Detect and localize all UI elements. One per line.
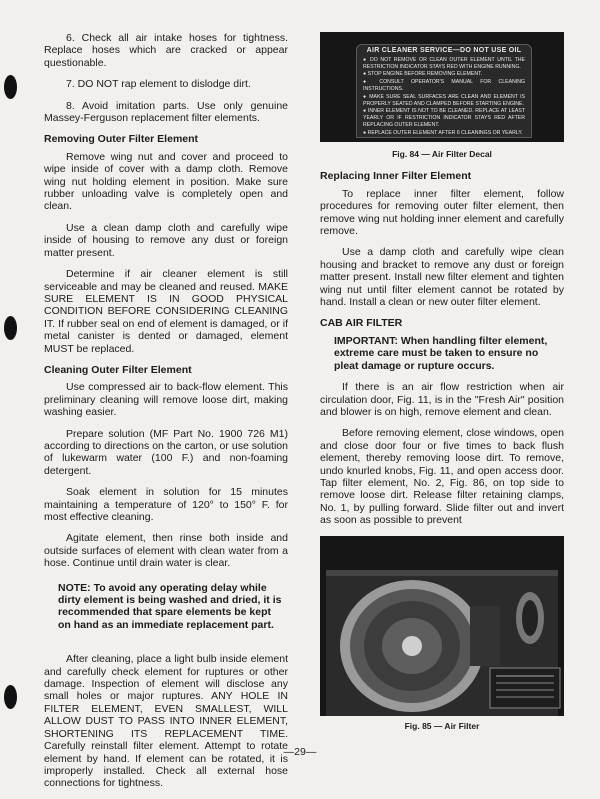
paragraph: Prepare solution (MF Part No. 1900 726 M1) according to directions on the carton, or use solution of lukewarm water (100 F.) and non-foaming detergent.: [44, 427, 288, 477]
figure-caption: Fig. 85 — Air Filter: [404, 720, 480, 731]
right-column: [320, 32, 564, 742]
paragraph: If there is an air flow restriction when air circulation door, Fig. 11, is in the "Fresh Air" position and blower is on high, remove element and clean.: [320, 381, 564, 418]
note-block: NOTE: To avoid any operating delay while dirty element is being washed and dried, it is recommended that spare elements be kept on hand as an immediate replacement part.: [58, 581, 282, 631]
paragraph: 6. Check all air intake hoses for tightness. Replace hoses which are cracked or appear questionable.: [44, 32, 288, 69]
page-number: —29—: [283, 746, 317, 758]
decal-item: ● CONSULT OPERATOR'S MANUAL FOR CLEANING INSTRUCTIONS.: [363, 79, 525, 92]
decal-item: ● STOP ENGINE BEFORE REMOVING ELEMENT.: [363, 71, 483, 78]
paragraph: To replace inner filter element, follow procedures for removing outer filter element, then remove wing nut holding inner element and carefully remove.: [320, 187, 564, 238]
decal-plate: [356, 44, 532, 138]
paragraph: After cleaning, place a light bulb inside element and carefully check element for ruptures or other damage. Inspection of element will disclose any small holes or major ruptures. ANY HOLE IN FILTER ELEMENT, EVEN SMALLEST, WILL ALLOW DUST TO PASS INTO INNER ELEMENT, SHORTENING ITS REPLACEMENT TIME. Carefully reinstall filter element. Attempt to rotate element by hand. If element can be rotated, it is improperly installed. Check all external hose connections for tightness.: [44, 653, 288, 790]
paragraph: Remove wing nut and cover and proceed to wipe inside of cover with a damp cloth. Remove wing nut holding element in position. Make sure rubber unloading valve is completely open and clean.: [44, 150, 288, 213]
paragraph: Before removing element, close windows, open and close door four or five times to back flush element, thereby removing loose dirt. To remove, undo knurled knobs, Fig. 11, and open access door. Tap filter element, No. 2, Fig. 86, on top side to remove loose dirt. Release filter retaining clamps, No. 1, by pulling forward. Slide filter out and invert as soon as possible to prevent: [320, 427, 564, 527]
section-heading: Replacing Inner Filter Element: [320, 170, 472, 183]
figure-caption: Fig. 84 — Air Filter Decal: [392, 149, 492, 159]
section-heading: Cleaning Outer Filter Element: [44, 363, 192, 376]
binder-hole: [4, 75, 17, 99]
air-filter-decal-figure: [320, 32, 564, 142]
binder-hole: [4, 316, 17, 340]
air-filter-photo: [320, 536, 564, 716]
paragraph: Agitate element, then rinse both inside and outside surfaces of element with clean water from a hose. Continue until drain water is clear.: [44, 532, 288, 570]
left-column: [44, 32, 288, 799]
paragraph: Use a damp cloth and carefully wipe clean housing and bracket to remove any dust or foreign matter present. Install new filter element and tighten wing nut until filter element cannot be rotated by hand. Install a clean or new outer filter element.: [320, 246, 564, 309]
air-filter-photo-illustration: [320, 536, 564, 716]
paragraph: Use a clean damp cloth and carefully wipe inside of housing to remove any dust or foreign matter present.: [44, 221, 288, 259]
decal-title: AIR CLEANER SERVICE—DO NOT USE OIL: [366, 47, 522, 54]
decal-item: ● MAKE SURE SEAL SURFACES ARE CLEAN AND ELEMENT IS PROPERLY SEATED AND CLAMPED BEFORE STARTING ENGINE.: [363, 93, 526, 107]
section-heading: CAB AIR FILTER: [320, 317, 403, 330]
decal-item: ● DO NOT REMOVE OR CLEAN OUTER ELEMENT UNTIL THE RESTRICTION INDICATOR STAYS RED WITH ENGINE RUNNING.: [363, 56, 525, 70]
binder-hole: [4, 685, 17, 709]
paragraph: 8. Avoid imitation parts. Use only genuine Massey-Ferguson replacement filter elements.: [44, 99, 288, 125]
paragraph: Use compressed air to back-flow element. This preliminary cleaning will remove loose dirt, making washing easier.: [44, 381, 288, 419]
paragraph: Soak element in solution for 15 minutes maintaining a temperature of 120° to 150° F. for most effective cleaning.: [44, 486, 288, 523]
decal-item: ● INNER ELEMENT IS NOT TO BE CLEANED. REPLACE AT LEAST YEARLY OR IF RESTRICTION INDICATOR STAYS RED AFTER REPLACING OUTER ELEMENT.: [363, 108, 526, 128]
paragraph: 7. DO NOT rap element to dislodge dirt.: [66, 78, 251, 91]
important-block: IMPORTANT: When handling filter element, extreme care must be taken to ensure no pleat damage or rupture occurs.: [334, 334, 548, 372]
section-heading: Removing Outer Filter Element: [44, 133, 199, 146]
paragraph: Determine if air cleaner element is still serviceable and may be cleaned and reused. MAKE SURE ELEMENT IS IN GOOD PHYSICAL CONDITION BEFORE CONSIDERING CLEANING IT. If rubber seal on end of element is damaged, or if metal canister is dented or damaged, element MUST be replaced.: [44, 268, 288, 355]
decal-item: ● REPLACE OUTER ELEMENT AFTER 6 CLEANINGS OR YEARLY.: [363, 129, 523, 136]
